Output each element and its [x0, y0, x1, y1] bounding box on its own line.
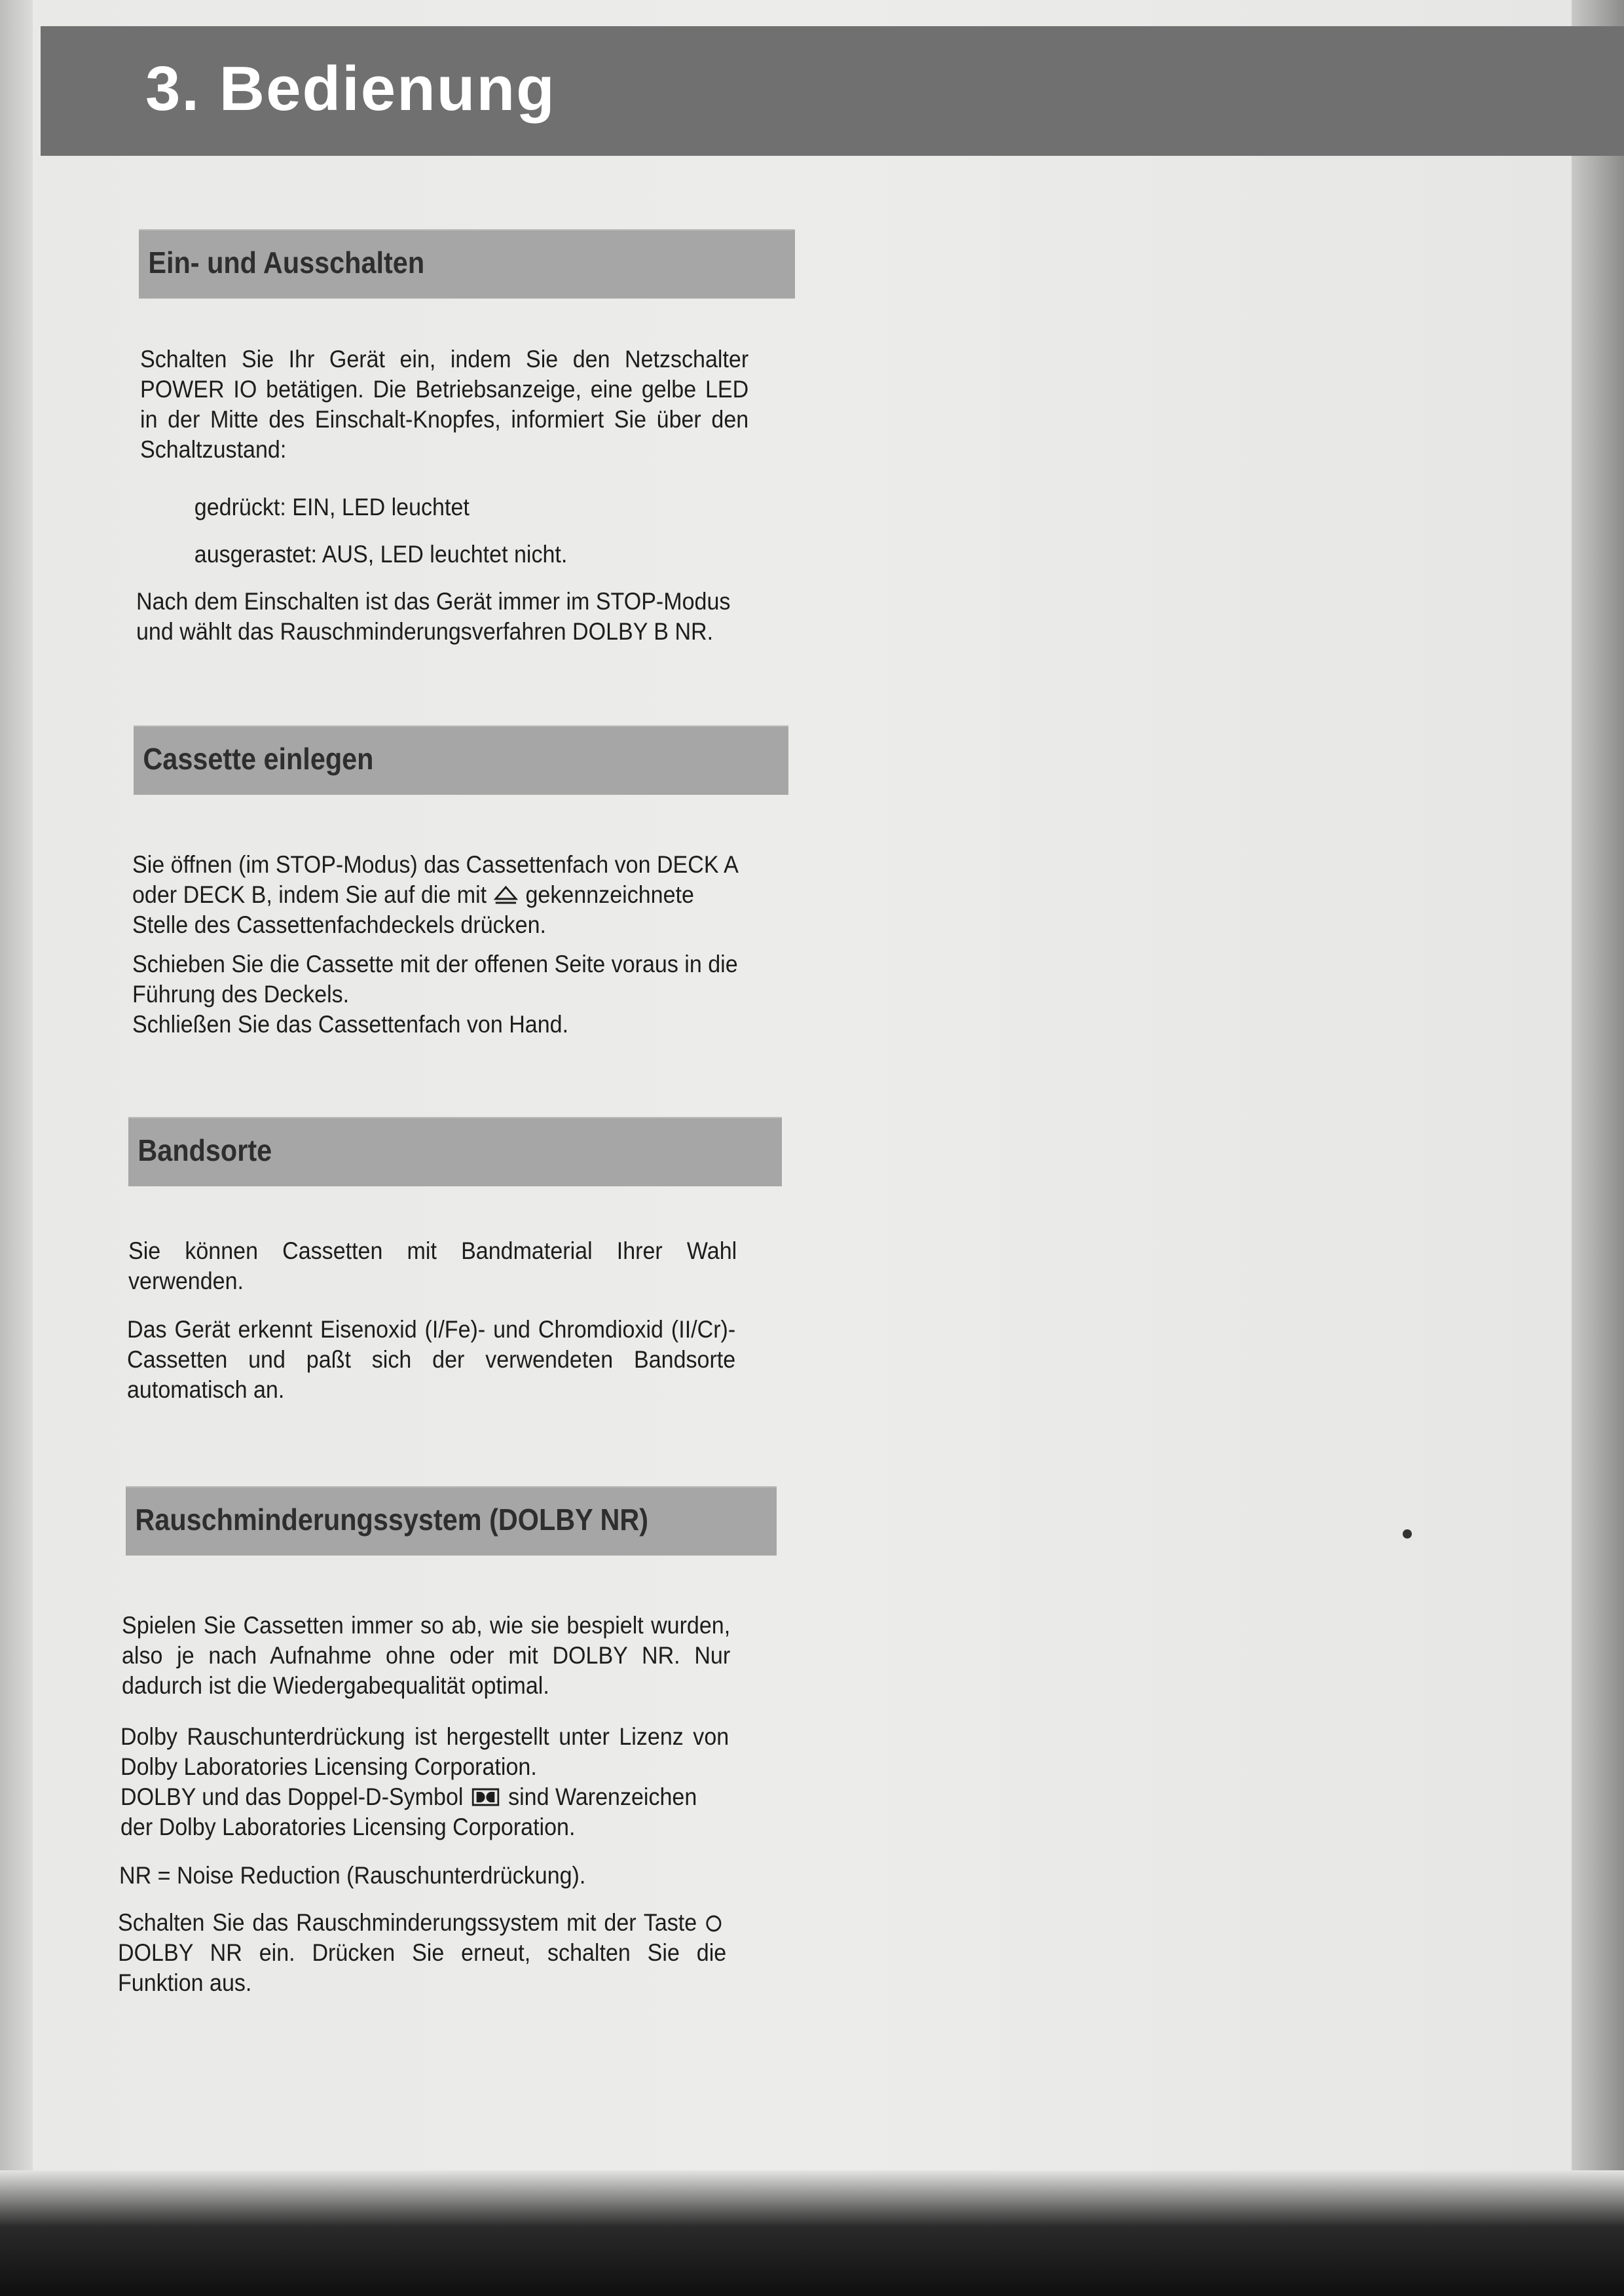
eject-icon	[494, 886, 518, 905]
section-title-power: Ein- und Ausschalten	[148, 246, 425, 280]
dolby-double-d-icon	[472, 1787, 500, 1807]
cassette-insert-text: Schieben Sie die Cassette mit der offenen Seite voraus in die Führung des Deckels.	[132, 951, 738, 1008]
section-header-cassette	[134, 725, 788, 795]
section-header-tape-type	[128, 1117, 782, 1186]
section-header-dolby	[126, 1486, 777, 1556]
dolby-text-4: NR = Noise Reduction (Rauschunterdrückung).	[119, 1862, 586, 1889]
power-state-on: gedrückt: EIN, LED leuchtet	[194, 494, 470, 520]
power-state-off: ausgerastet: AUS, LED leuchtet nicht.	[194, 541, 568, 568]
cassette-open-text-b: gekennzeichnete Stelle des Cassettenfachdeckels drücken.	[132, 881, 694, 938]
page-speck	[1403, 1529, 1412, 1539]
power-outro-text: Nach dem Einschalten ist das Gerät immer im STOP-Modus und wählt das Rauschminderungsverfahren DOLBY B NR.	[136, 588, 731, 645]
tape-type-text-1: Sie können Cassetten mit Bandmaterial Ihrer Wahl verwenden.	[128, 1237, 737, 1294]
page-fold-shadow	[1572, 0, 1624, 2296]
dolby-text-3-b: sind Warenzeichen der Dolby Laboratories Licensing Corporation.	[120, 1783, 697, 1840]
dolby-text-3-a: DOLBY und das Doppel-D-Symbol	[120, 1783, 464, 1810]
dolby-text-2: Dolby Rauschunterdrückung ist hergestellt unter Lizenz von Dolby Laboratories Licensing Corporation.	[120, 1723, 729, 1780]
dolby-text-3	[120, 1782, 729, 1842]
dolby-text-1: Spielen Sie Cassetten immer so ab, wie sie bespielt wurden, also je nach Aufnahme ohne oder mit DOLBY NR. Nur dadurch ist die Wiedergabequalität optimal.	[122, 1612, 731, 1699]
cassette-close-text: Schließen Sie das Cassettenfach von Hand.	[132, 1011, 569, 1038]
section-title-cassette: Cassette einlegen	[143, 742, 374, 776]
dolby-text-5-a: Schalten Sie das Rauschminderungssystem mit der Taste	[118, 1909, 697, 1936]
dolby-text-5-b: DOLBY NR ein. Drücken Sie erneut, schalten Sie die Funktion aus.	[118, 1939, 727, 1996]
section-title-tape-type: Bandsorte	[138, 1133, 272, 1167]
power-intro-text: Schalten Sie Ihr Gerät ein, indem Sie den Netzschalter POWER IO betätigen. Die Betriebsanzeige, eine gelbe LED in der Mitte des Einschalt-Knopfes, informiert Sie über den Schaltzustand:	[140, 346, 749, 463]
section-header-power	[139, 229, 795, 299]
cassette-open-text	[132, 850, 741, 940]
round-button-icon	[705, 1914, 723, 1933]
section-title-dolby: Rauschminderungssystem (DOLBY NR)	[135, 1503, 649, 1537]
chapter-title: 3. Bedienung	[145, 54, 556, 124]
tape-type-text-2: Das Gerät erkennt Eisenoxid (I/Fe)- und Chromdioxid (II/Cr)-Cassetten und paßt sich der verwendeten Bandsorte automatisch an.	[127, 1316, 736, 1403]
cassette-open-text-a: Sie öffnen (im STOP-Modus) das Cassettenfach von DECK A oder DECK B, indem Sie auf die mit	[132, 851, 737, 908]
scan-bottom-shadow	[0, 2170, 1624, 2296]
dolby-text-5	[118, 1908, 726, 1998]
